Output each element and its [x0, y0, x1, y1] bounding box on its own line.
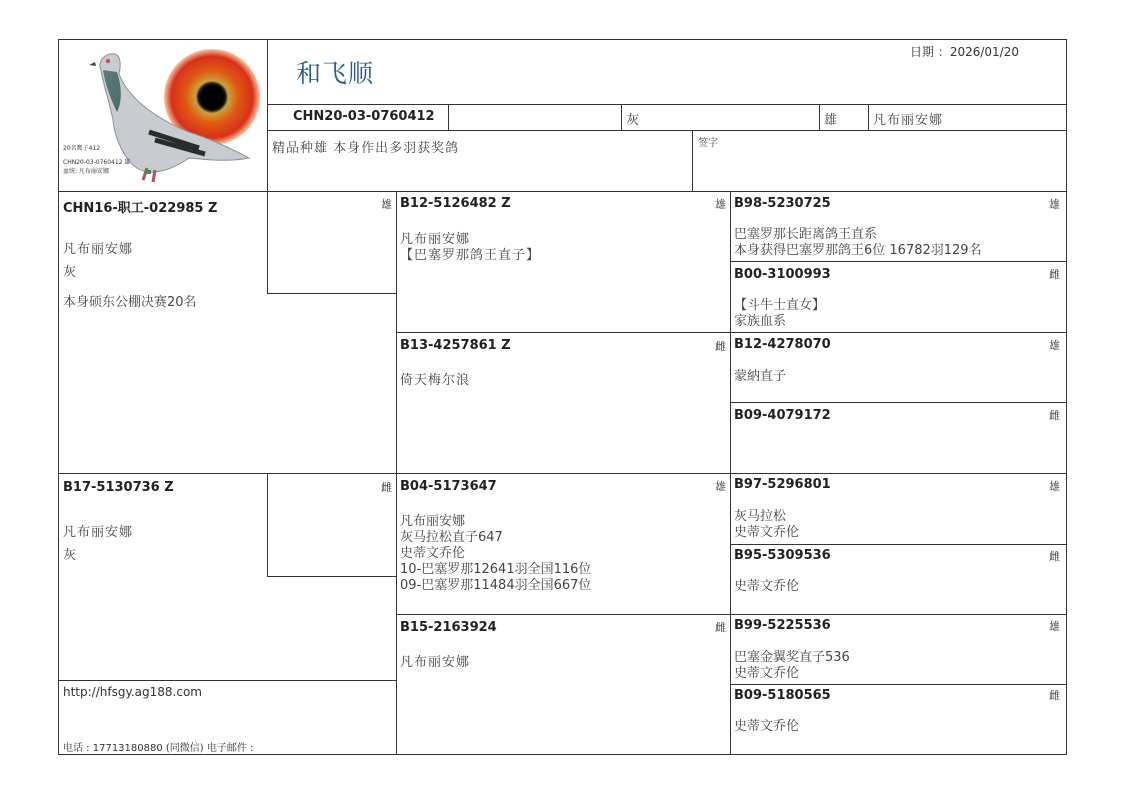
date [910, 43, 1019, 60]
divider [730, 191, 731, 755]
photo-caption: 血统: 凡布丽安娜 [63, 168, 109, 175]
divider [621, 104, 622, 130]
sign-label: 签字 [698, 138, 718, 149]
gen3-info: 史蒂文乔伦 [734, 579, 800, 594]
divider [267, 39, 268, 191]
gen3-sex: 雄 [1049, 198, 1060, 211]
gen2-ring: B12-5126482 Z [400, 196, 511, 211]
main-ring-number: CHN20-03-0760412 [293, 109, 435, 124]
pigeon-photo [59, 40, 267, 185]
gen3-info: 史蒂文乔伦 [734, 719, 800, 734]
gen2-info: 凡布丽安娜 【巴塞罗那鸽王直子】 [400, 232, 541, 263]
dam-bloodline: 凡布丽安娜 [63, 525, 134, 540]
divider [448, 104, 449, 130]
sire-color: 灰 [63, 265, 77, 280]
main-bloodline: 凡布丽安娜 [873, 113, 944, 128]
gen3-sex: 雄 [1049, 620, 1060, 633]
main-color: 灰 [626, 113, 640, 128]
gen3-ring: B00-3100993 [734, 267, 831, 282]
divider [819, 104, 820, 130]
sire-sex: 雄 [381, 198, 392, 211]
divider [58, 680, 396, 681]
divider [267, 130, 1066, 131]
gen2-sex: 雄 [715, 198, 726, 211]
sire-bloodline: 凡布丽安娜 [63, 242, 134, 257]
sire-ring: CHN16-职工-022985 Z [63, 201, 218, 216]
gen2-ring: B04-5173647 [400, 479, 497, 494]
dam-ring: B17-5130736 Z [63, 480, 174, 495]
gen2-info: 倚天梅尔浪 [400, 373, 471, 388]
gen3-info: 巴塞罗那长距离鸽王直系 本身获得巴塞罗那鸽王6位 16782羽129名 [734, 227, 982, 258]
website-link[interactable]: http://hfsgy.ag188.com [63, 685, 202, 699]
gen3-ring: B12-4278070 [734, 337, 831, 352]
gen3-ring: B95-5309536 [734, 548, 831, 563]
divider [730, 261, 1066, 262]
gen3-sex: 雌 [1049, 268, 1060, 281]
gen2-sex: 雌 [715, 621, 726, 634]
gen2-sex: 雄 [715, 480, 726, 493]
main-description: 精品种雄 本身作出多羽获奖鸽 [272, 141, 460, 156]
divider [730, 684, 1066, 685]
gen2-sex: 雌 [715, 340, 726, 353]
gen2-info: 凡布丽安娜 灰马拉松直子647 史蒂文乔伦 10-巴塞罗那12641羽全国116位 09-巴塞罗那11484羽全国667位 [400, 514, 592, 593]
divider [267, 104, 1066, 105]
gen3-ring: B09-5180565 [734, 688, 831, 703]
divider [267, 293, 396, 294]
date-label: 日期 ： [910, 45, 950, 59]
gen3-ring: B97-5296801 [734, 477, 831, 492]
gen3-sex: 雌 [1049, 409, 1060, 422]
gen3-sex: 雄 [1049, 339, 1060, 352]
gen3-sex: 雌 [1049, 689, 1060, 702]
divider [692, 130, 693, 191]
gen3-ring: B09-4079172 [734, 408, 831, 423]
divider [58, 473, 1066, 474]
main-sex: 雄 [824, 113, 838, 128]
gen3-info: 【斗牛士直女】 家族血系 [734, 298, 826, 329]
photo-caption: 20名鹰子412 [63, 145, 101, 152]
gen3-info: 巴塞金翼奖直子536 史蒂文乔伦 [734, 650, 850, 681]
gen2-ring: B15-2163924 [400, 620, 497, 635]
gen3-info: 灰马拉松 史蒂文乔伦 [734, 509, 800, 540]
photo-caption: CHN20-03-0760412 雄 [63, 159, 131, 166]
dam-color: 灰 [63, 548, 77, 563]
gen3-ring: B98-5230725 [734, 196, 831, 211]
gen2-info: 凡布丽安娜 [400, 655, 471, 670]
divider [396, 332, 1066, 333]
divider [58, 191, 1066, 192]
divider [267, 191, 268, 293]
gen3-info: 蒙納直子 [734, 369, 787, 384]
sire-note: 本身硕东公棚决赛20名 [63, 295, 197, 310]
divider [396, 614, 1066, 615]
gen2-ring: B13-4257861 Z [400, 338, 511, 353]
divider [730, 544, 1066, 545]
contact-info: 电话 : 17713180880 (同微信) 电子邮件 : [63, 743, 254, 754]
dam-sex: 雌 [381, 481, 392, 494]
gen3-sex: 雌 [1049, 550, 1060, 563]
divider [396, 191, 397, 755]
divider [267, 473, 268, 576]
divider [730, 402, 1066, 403]
owner-name: 和飞顺 [296, 59, 375, 88]
divider [868, 104, 869, 130]
gen3-ring: B99-5225536 [734, 618, 831, 633]
date-value: 2026/01/20 [949, 45, 1019, 59]
divider [267, 576, 396, 577]
gen3-sex: 雄 [1049, 480, 1060, 493]
